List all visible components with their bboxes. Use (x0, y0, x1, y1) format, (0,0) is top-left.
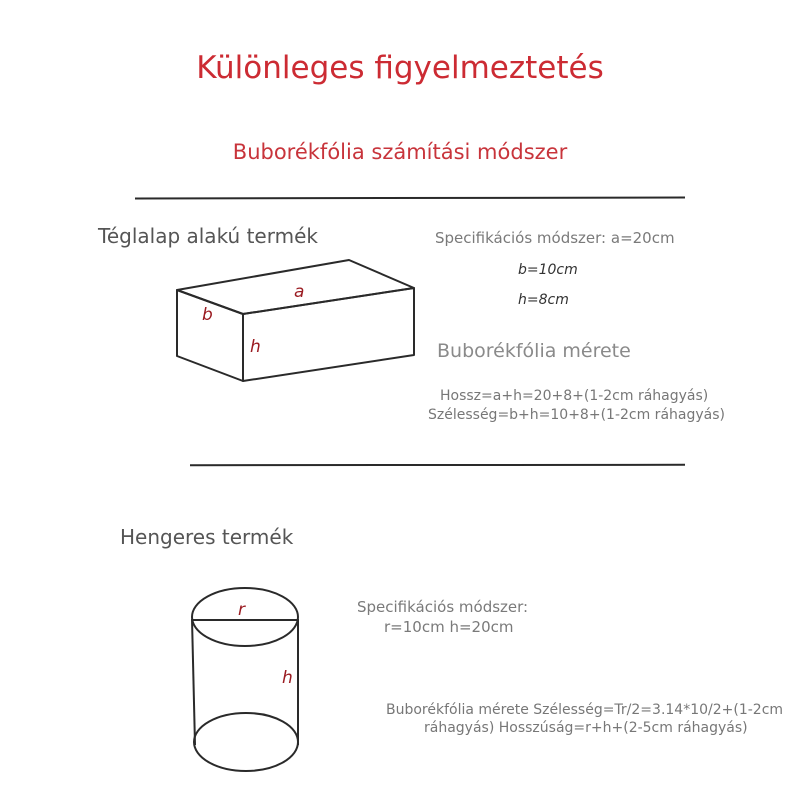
cyl-formula-line1: Buborékfólia mérete Szélesség=Tr/2=3.14*10/2+(1-2cm (386, 702, 784, 718)
cyl-heading: Hengeres termék (120, 525, 294, 549)
box-side-face (177, 290, 243, 381)
rect-spec-h: h=8cm (518, 292, 569, 308)
cyl-spec-values: r=10cm h=20cm (384, 618, 514, 636)
rect-formula-length: Hossz=a+h=20+8+(1-2cm ráhagyás) (440, 388, 709, 404)
cylinder-bottom-ellipse (194, 713, 298, 771)
middle-divider (190, 464, 685, 466)
rect-heading: Téglalap alakú termék (98, 224, 318, 248)
cylinder-top-ellipse (192, 588, 298, 646)
box-label-a: a (294, 282, 305, 302)
cyl-spec-label: Specifikációs módszer: (357, 598, 529, 616)
page-subtitle: Buborékfólia számítási módszer (232, 140, 568, 164)
box-label-b: b (202, 305, 213, 325)
cyl-label-h: h (282, 668, 293, 688)
page-title: Különleges figyelmeztetés (196, 50, 604, 86)
rect-size-heading: Buborékfólia mérete (437, 340, 631, 362)
rect-formula-width: Szélesség=b+h=10+8+(1-2cm ráhagyás) (428, 407, 725, 423)
box-label-h: h (250, 337, 261, 357)
cylinder-left-side (192, 619, 195, 745)
rect-spec-label: Specifikációs módszer: a=20cm (435, 229, 675, 247)
box-front-face (243, 288, 414, 381)
cyl-label-r: r (238, 600, 245, 620)
rect-spec-b: b=10cm (518, 262, 578, 278)
cyl-formula-line2: ráhagyás) Hosszúság=r+h+(2-5cm ráhagyás) (424, 720, 748, 736)
